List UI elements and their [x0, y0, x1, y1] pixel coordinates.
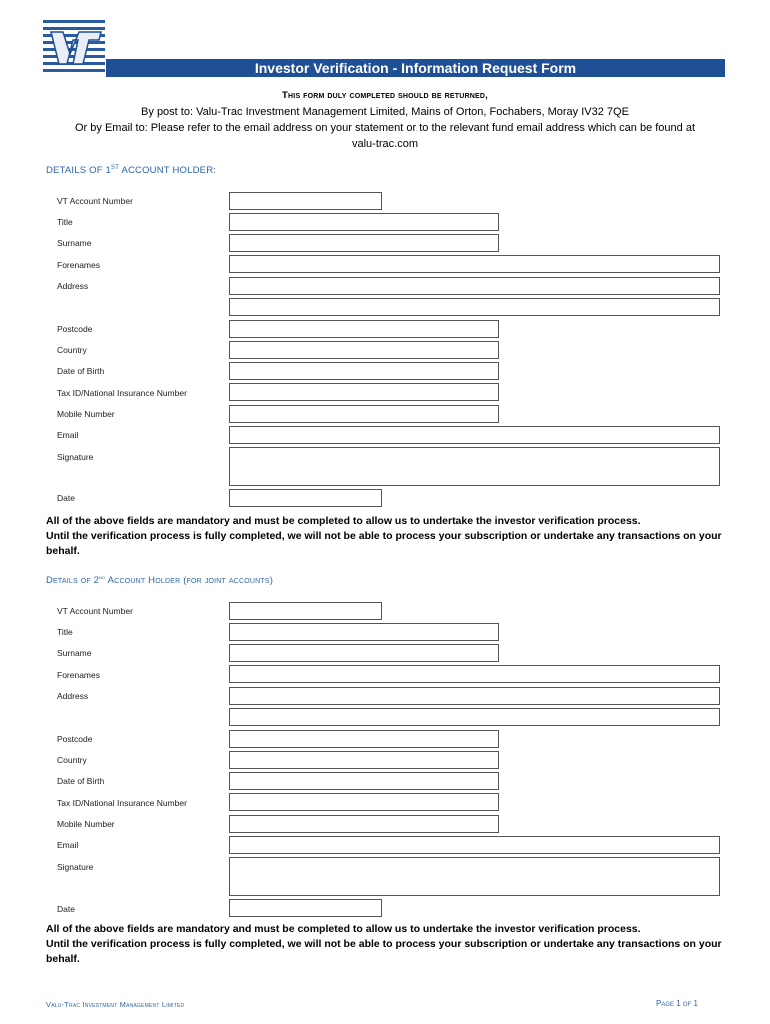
holder2-mobile-label: Mobile Number	[57, 819, 115, 829]
holder2-address-line1-input[interactable]	[229, 687, 720, 705]
holder1-postcode-label: Postcode	[57, 324, 93, 334]
holder2-forenames-input[interactable]	[229, 665, 720, 683]
holder1-account-input[interactable]	[229, 192, 382, 210]
holder1-signature-input[interactable]	[229, 447, 720, 486]
holder2-dob-label: Date of Birth	[57, 776, 105, 786]
holder1-country-input[interactable]	[229, 341, 499, 359]
holder1-country-label: Country	[57, 345, 87, 355]
holder2-title-input[interactable]	[229, 623, 499, 641]
post-instruction: By post to: Valu-Trac Investment Management Limited, Mains of Orton, Fochabers, Moray IV32 7QE	[141, 106, 629, 118]
intro-text	[40, 88, 730, 152]
website-text: valu-trac.com	[351, 138, 419, 150]
holder2-postcode-input[interactable]	[229, 730, 499, 748]
holder2-account-label: VT Account Number	[57, 606, 133, 616]
holder1-forenames-label: Forenames	[57, 260, 100, 270]
holder2-signature-label: Signature	[57, 862, 94, 872]
holder1-email-input[interactable]	[229, 426, 720, 444]
mandatory-note-line1: All of the above fields are mandatory and must be completed to allow us to undertake the investor verification process.	[46, 515, 641, 527]
mandatory-note-line2: Until the verification process is fully completed, we will not be able to process your subscription or undertake any transactions on your behalf.	[46, 938, 722, 965]
holder2-signature-input[interactable]	[229, 857, 720, 896]
holder1-address-label: Address	[57, 281, 89, 291]
holder1-dob-label: Date of Birth	[57, 366, 105, 376]
holder2-country-label: Country	[57, 755, 87, 765]
holder1-dob-input[interactable]	[229, 362, 499, 380]
mandatory-note-line2: Until the verification process is fully completed, we will not be able to process your subscription or undertake any transactions on your behalf.	[46, 530, 722, 557]
holder1-mandatory-note	[46, 514, 736, 559]
holder2-section-title: Details of 2nd Account Holder (for joint accounts)	[46, 575, 274, 587]
holder2-account-input[interactable]	[229, 602, 382, 620]
email-instruction: Or by Email to: Please refer to the email address on your statement or to the relevant fund email address which can be found at	[75, 122, 695, 134]
holder1-address-line2-input[interactable]	[229, 298, 720, 316]
holder1-date-input[interactable]	[229, 489, 382, 507]
holder1-address-line1-input[interactable]	[229, 277, 720, 295]
holder2-surname-input[interactable]	[229, 644, 499, 662]
holder1-signature-label: Signature	[57, 452, 94, 462]
holder1-mobile-input[interactable]	[229, 405, 499, 423]
holder2-mobile-input[interactable]	[229, 815, 499, 833]
holder1-section-title: DETAILS OF 1ST ACCOUNT HOLDER:	[46, 165, 217, 177]
holder2-taxid-label: Tax ID/National Insurance Number	[57, 798, 187, 808]
holder1-title-input[interactable]	[229, 213, 499, 231]
holder1-surname-label: Surname	[57, 238, 92, 248]
holder1-mobile-label: Mobile Number	[57, 409, 115, 419]
return-instruction: This form duly completed should be returned,	[282, 90, 488, 101]
holder1-title-label: Title	[57, 217, 73, 227]
holder2-title-label: Title	[57, 627, 73, 637]
holder1-email-label: Email	[57, 430, 79, 440]
holder2-mandatory-note	[46, 922, 736, 967]
holder1-account-label: VT Account Number	[57, 196, 133, 206]
holder2-country-input[interactable]	[229, 751, 499, 769]
holder2-email-input[interactable]	[229, 836, 720, 854]
holder1-date-label: Date	[57, 493, 75, 503]
holder1-forenames-input[interactable]	[229, 255, 720, 273]
holder2-address-label: Address	[57, 691, 89, 701]
holder2-date-label: Date	[57, 904, 75, 914]
holder1-surname-input[interactable]	[229, 234, 499, 252]
holder2-email-label: Email	[57, 840, 79, 850]
holder2-address-line2-input[interactable]	[229, 708, 720, 726]
holder2-surname-label: Surname	[57, 648, 92, 658]
holder1-postcode-input[interactable]	[229, 320, 499, 338]
holder2-postcode-label: Postcode	[57, 734, 93, 744]
form-title: Investor Verification - Information Request Form	[106, 59, 725, 77]
footer-page-number: Page 1 of 1	[656, 999, 698, 1008]
mandatory-note-line1: All of the above fields are mandatory and must be completed to allow us to undertake the investor verification process.	[46, 923, 641, 935]
holder2-dob-input[interactable]	[229, 772, 499, 790]
holder1-taxid-input[interactable]	[229, 383, 499, 401]
holder1-taxid-label: Tax ID/National Insurance Number	[57, 388, 187, 398]
company-logo	[43, 18, 105, 76]
holder2-forenames-label: Forenames	[57, 670, 100, 680]
holder2-date-input[interactable]	[229, 899, 382, 917]
footer-company: Valu-Trac Investment Management Limited	[46, 1000, 185, 1009]
holder2-taxid-input[interactable]	[229, 793, 499, 811]
